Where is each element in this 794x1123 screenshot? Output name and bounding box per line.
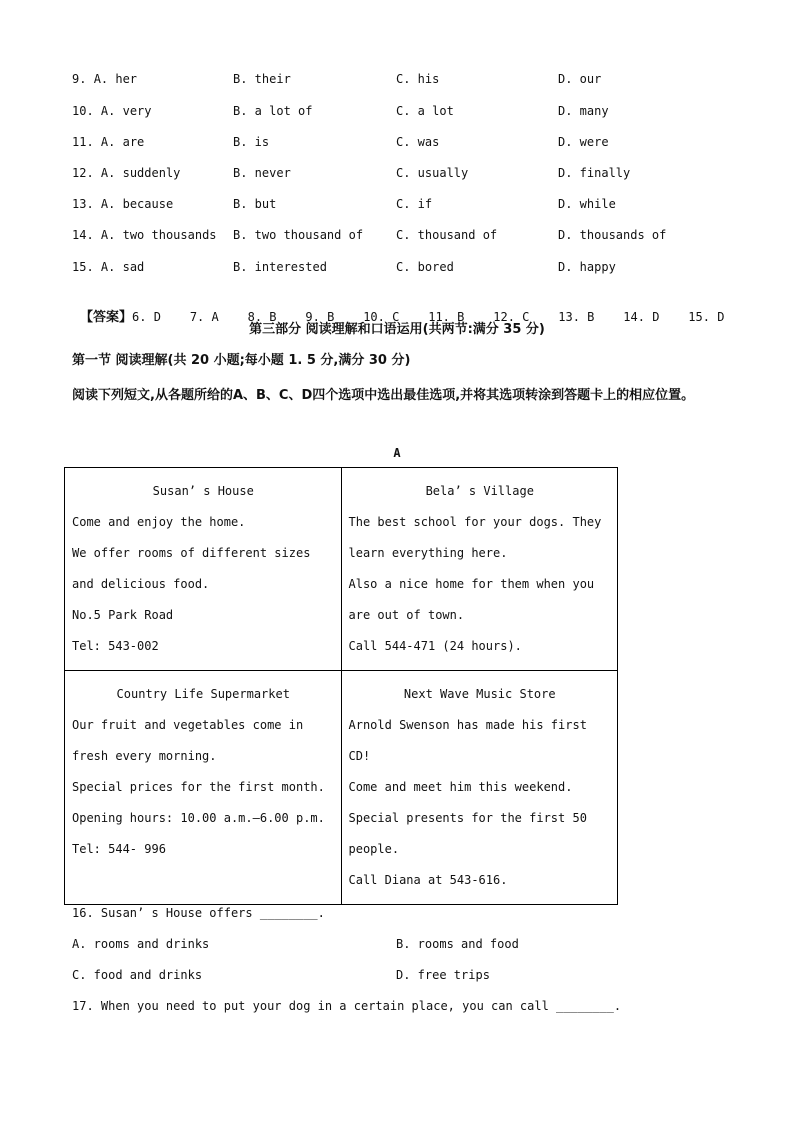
part3-heading: 第三部分 阅读理解和口语运用(共两节:满分 35 分) [249,322,545,337]
question-number: 15. [72,260,94,274]
option-d: D. while [558,197,616,211]
option-b: B. never [233,166,291,180]
ads-row [65,468,618,671]
ad-line: The best school for your dogs. They learn everything here. [348,515,609,560]
ad-line: Call Diana at 543-616. [348,873,508,887]
question-row [0,166,794,186]
question-number: 12. [72,166,94,180]
option-c: C. bored [396,260,454,274]
question-number: 14. [72,228,94,242]
option-c: C. a lot [396,104,454,118]
question-row [0,197,794,217]
ad-line: Come and meet him this weekend. [348,780,573,794]
question-16-option-b: B. rooms and food [396,937,519,951]
question-17-stem: 17. When you need to put your dog in a certain place, you can call ________. [72,999,622,1013]
ad-line: Our fruit and vegetables come in fresh every morning. [72,718,311,763]
ad-line: We offer rooms of different sizes and delicious food. [72,546,318,591]
question-number: 11. [72,135,94,149]
option-a: A. sad [100,260,145,274]
ad-line: Arnold Swenson has made his first CD! [348,718,595,763]
ad-line: Special presents for the first 50 people. [348,811,595,856]
option-a: A. are [100,135,145,149]
option-d: D. happy [558,260,616,274]
option-a: A. because [100,197,174,211]
ad-line: Special prices for the first month. [72,780,325,794]
ads-table [64,467,618,905]
ad-cell-next-wave-music-store [341,671,618,905]
option-d: D. our [558,72,602,86]
ad-title: Bela’ s Village [425,484,534,498]
ad-line: No.5 Park Road [72,608,174,622]
question-16-option-a: A. rooms and drinks [72,937,210,951]
option-a: A. her [93,72,138,86]
option-b: B. interested [233,260,327,274]
passage-label: A [393,446,401,460]
question-row [0,104,794,124]
question-number: 9. [72,72,87,86]
option-c: C. if [396,197,433,211]
ad-cell-country-life-supermarket [65,671,342,905]
option-b: B. is [233,135,270,149]
ad-line: Call 544-471 (24 hours). [348,639,522,653]
ad-line: Also a nice home for them when you are out of town. [348,577,602,622]
instructions: 阅读下列短文,从各题所给的A、B、C、D四个选项中选出最佳选项,并将其选项转涂到答题卡上的相应位置。 [72,388,695,403]
option-a: A. very [100,104,152,118]
option-c: C. his [396,72,440,86]
question-row [0,260,794,280]
option-d: D. many [558,104,609,118]
ad-line: Come and enjoy the home. [72,515,246,529]
ad-cell-susans-house [65,468,342,671]
answer-text: 6. D 7. A 8. B 9. B 10. C 11. B 12. C 13. B 14. D 15. D [132,310,725,324]
option-b: B. a lot of [233,104,313,118]
question-row [0,228,794,248]
answer-label: 【答案】 [80,310,133,325]
section1-heading: 第一节 阅读理解(共 20 小题;每小题 1. 5 分,满分 30 分) [72,353,411,368]
question-16-option-d: D. free trips [396,968,490,982]
question-number: 13. [72,197,94,211]
ad-title: Susan’ s House [152,484,254,498]
option-a: A. two thousands [100,228,217,242]
option-b: B. two thousand of [233,228,364,242]
option-b: B. but [233,197,277,211]
ad-line: Opening hours: 10.00 a.m.—6.00 p.m. [72,811,325,825]
ad-title: Country Life Supermarket [116,687,290,701]
option-c: C. was [396,135,440,149]
option-c: C. thousand of [396,228,498,242]
question-row [0,72,794,92]
ads-row [65,671,618,905]
question-16-stem: 16. Susan’ s House offers ________. [72,906,325,920]
option-d: D. were [558,135,609,149]
question-number: 10. [72,104,94,118]
ad-cell-belas-village [341,468,618,671]
option-c: C. usually [396,166,469,180]
option-b: B. their [233,72,291,86]
question-16-option-c: C. food and drinks [72,968,203,982]
option-a: A. suddenly [100,166,181,180]
ad-line: Tel: 543-002 [72,639,159,653]
ad-line: Tel: 544- 996 [72,842,166,856]
option-d: D. finally [558,166,631,180]
option-d: D. thousands of [558,228,667,242]
question-row [0,135,794,155]
ad-title: Next Wave Music Store [403,687,556,701]
